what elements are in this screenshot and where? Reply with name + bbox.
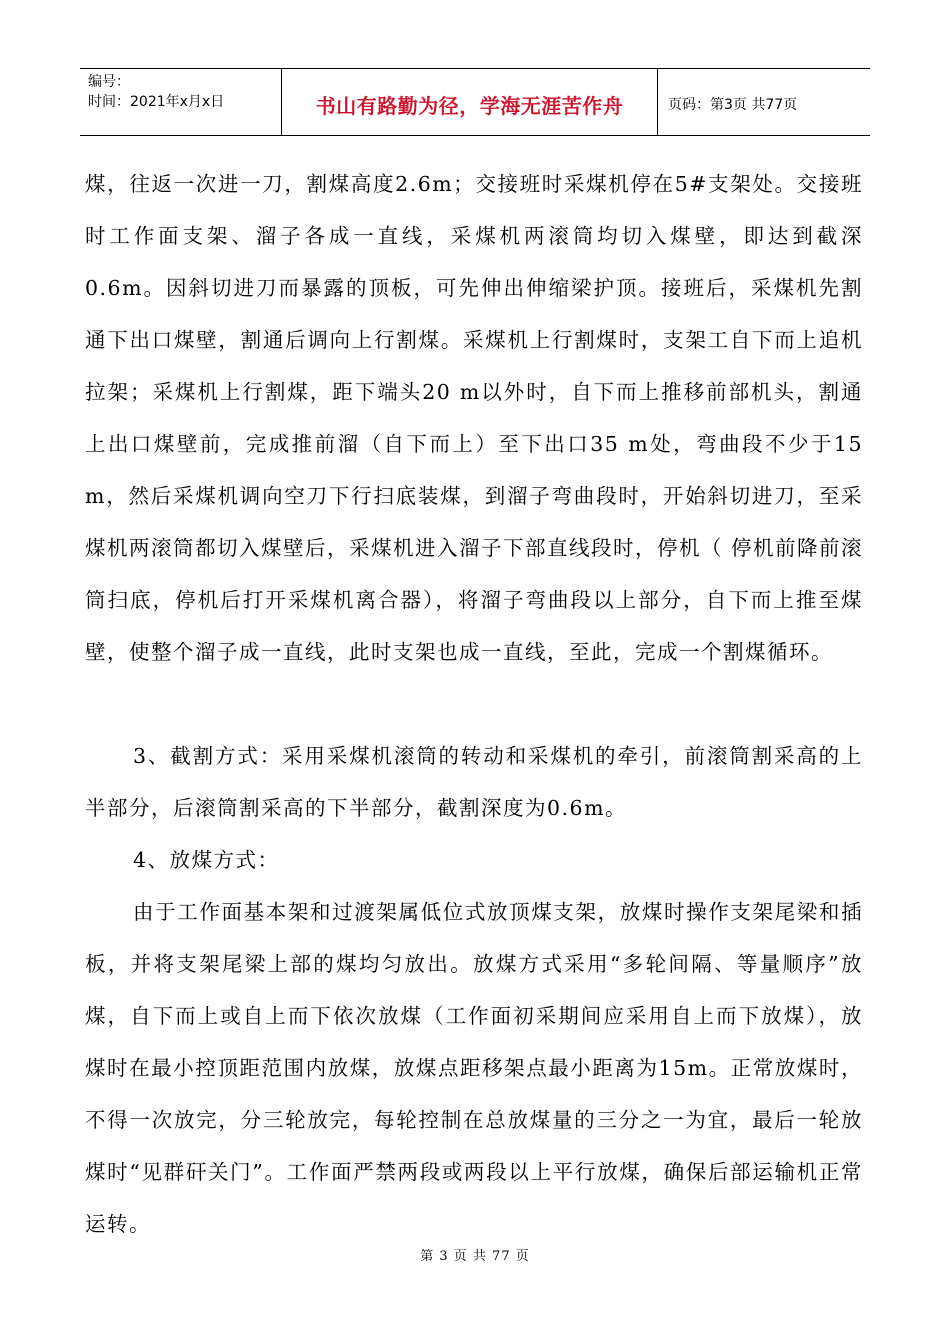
header-meta xyxy=(80,69,282,135)
body-paragraph-1: 煤，往返一次进一刀，割煤高度2.6m；交接班时采煤机停在5#支架处。交接班时工作面支架、溜子各成一直线，采煤机两滚筒均切入煤壁，即达到截深0.6m。因斜切进刀而暴露的顶板，可先伸出伸缩梁护顶。接班后，采煤机先割通下出口煤壁，割通后调向上行割煤。采煤机上行割煤时，支架工自下而上追机拉架；采煤机上行割煤，距下端头20 m以外时，自下而上推移前部机头，割通上出口煤壁前，完成推前溜（自下而上）至下出口35 m处，弯曲段不少于15 m，然后采煤机调向空刀下行扫底装煤，到溜子弯曲段时，开始斜切进刀，至采煤机两滚筒都切入煤壁后，采煤机进入溜子下部直线段时，停机（ 停机前降前滚筒扫底，停机后打开采煤机离合器），将溜子弯曲段以上部分，自下而上推至煤壁，使整个溜子成一直线，此时支架也成一直线，至此，完成一个割煤循环。 xyxy=(85,172,864,664)
time-label: 时间：2021年x月x日 xyxy=(88,94,225,110)
body-paragraph-2: 3、截割方式：采用采煤机滚筒的转动和采煤机的牵引，前滚筒割采高的上半部分，后滚筒割采高的下半部分，截割深度为0.6m。 xyxy=(85,744,863,820)
header-motto: 书山有路勤为径，学海无涯苦作舟 xyxy=(282,69,658,135)
document-body xyxy=(85,158,863,1250)
page-footer: 第 3 页 共 77 页 xyxy=(420,1249,530,1264)
page-header xyxy=(80,68,870,136)
number-label: 编号： xyxy=(88,74,130,90)
body-paragraph-3: 由于工作面基本架和过渡架属低位式放顶煤支架，放煤时操作支架尾梁和插板，并将支架尾梁上部的煤均匀放出。放煤方式采用“多轮间隔、等量顺序”放煤，自下而上或自上而下依次放煤（工作面初采期间应采用自上而下放煤），放煤时在最小控顶距范围内放煤，放煤点距移架点最小距离为15m。正常放煤时，不得一次放完，分三轮放完，每轮控制在总放煤量的三分之一为宜，最后一轮放煤时“见群矸关门”。工作面严禁两段或两段以上平行放煤，确保后部运输机正常运转。 xyxy=(85,900,863,1236)
section-heading: 4、放煤方式： xyxy=(133,848,280,872)
header-page-info: 页码：第3页 共77页 xyxy=(668,97,798,113)
